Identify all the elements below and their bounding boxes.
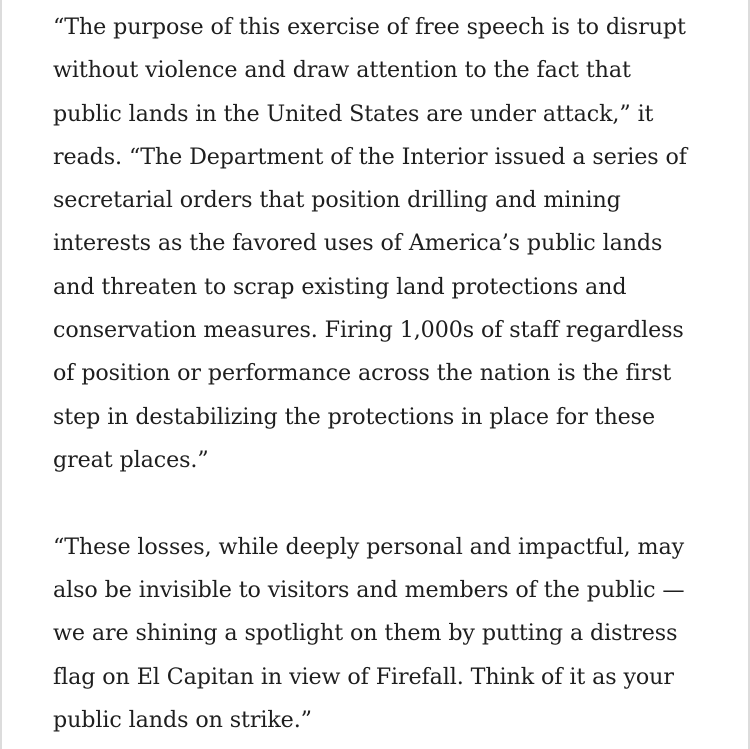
paragraph-1-line: great places.”	[53, 446, 209, 473]
paragraph-1-line: interests as the favored uses of America’s public lands	[53, 230, 663, 257]
paragraph-1	[53, 6, 713, 482]
paragraph-2-line: we are shining a spotlight on them by putting a distress	[53, 620, 678, 647]
article-body	[53, 6, 713, 742]
paragraph-1-line: of position or performance across the nation is the first	[53, 360, 672, 387]
paragraph-2-line: public lands on strike.”	[53, 706, 312, 733]
paragraph-1-line: without violence and draw attention to the fact that	[53, 57, 631, 84]
paragraph-1-line: and threaten to scrap existing land protections and	[53, 273, 627, 300]
paragraph-1-line: public lands in the United States are under attack,” it	[53, 100, 654, 127]
paragraph-1-line: step in destabilizing the protections in place for these	[53, 403, 655, 430]
paragraph-2-line: “These losses, while deeply personal and impactful, may	[53, 533, 685, 560]
paragraph-2	[53, 526, 713, 742]
paragraph-1-line: conservation measures. Firing 1,000s of staff regardless	[53, 317, 684, 344]
paragraph-2-line: flag on El Capitan in view of Firefall. Think of it as your	[53, 663, 674, 690]
paragraph-1-line: secretarial orders that position drilling and mining	[53, 187, 621, 214]
paragraph-1-line: “The purpose of this exercise of free speech is to disrupt	[53, 14, 686, 40]
paragraph-1-line: reads. “The Department of the Interior issued a series of	[53, 143, 687, 170]
paragraph-2-line: also be invisible to visitors and members of the public —	[53, 577, 685, 604]
